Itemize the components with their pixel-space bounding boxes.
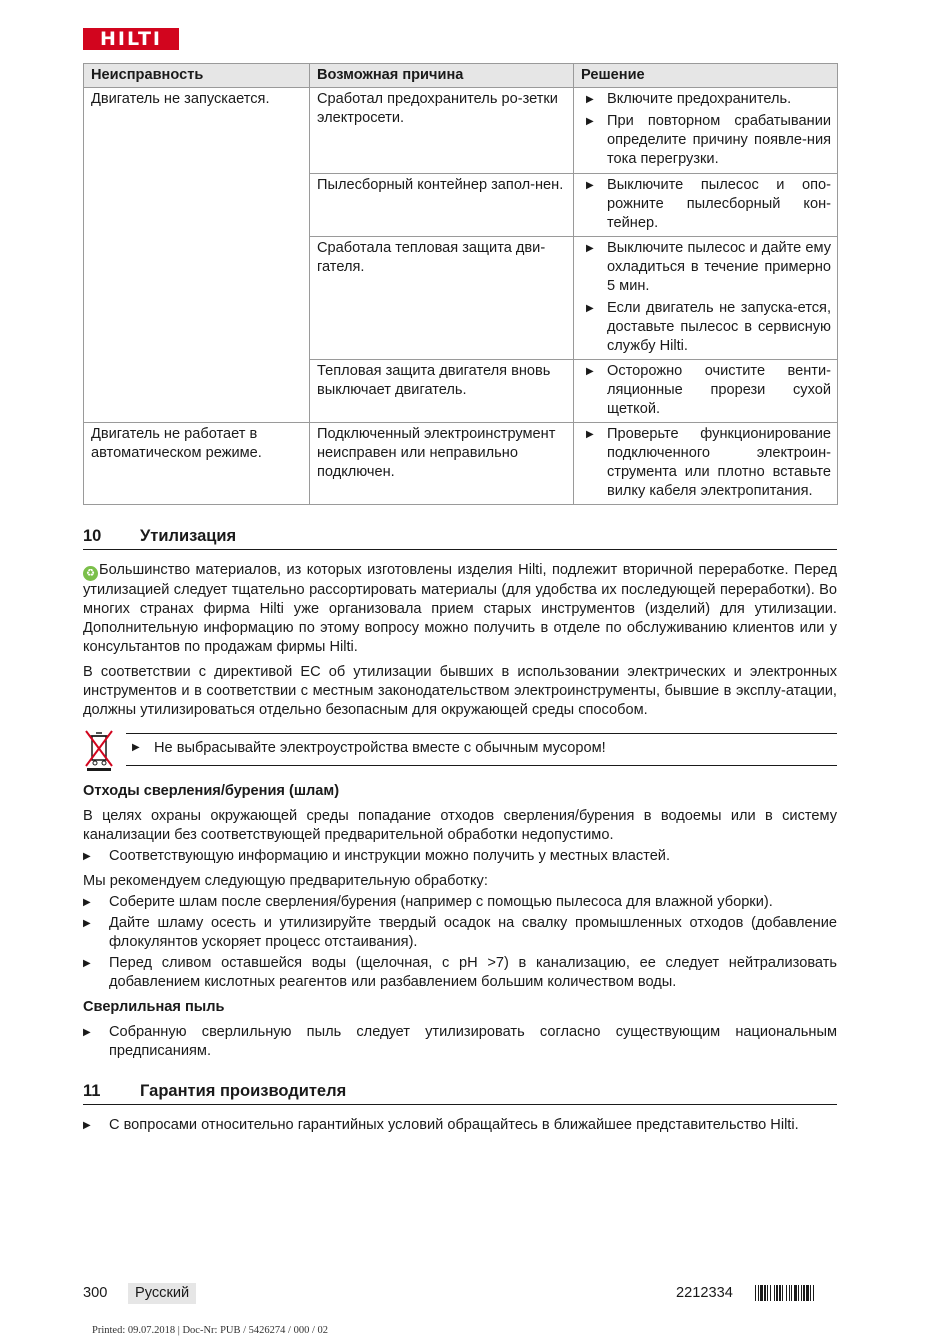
barcode-icon — [755, 1285, 837, 1301]
section-number: 11 — [83, 1082, 101, 1100]
warning-text: Не выбрасывайте электроустройства вместе с обычным мусором! — [154, 740, 606, 756]
list-item: ▶ Осторожно очистите венти-ляционные прорези сухой щеткой. — [586, 363, 831, 417]
fault-cell: Двигатель не работает в автоматическом режиме. — [84, 423, 310, 505]
recycle-icon: ♻ — [83, 566, 98, 581]
cause-cell: Тепловая защита двигателя вновь выключает двигатель. — [310, 360, 574, 423]
bullet-triangle-icon: ▶ — [586, 94, 594, 105]
table-header-row — [84, 64, 838, 88]
bullet-triangle-icon: ▶ — [83, 897, 91, 908]
paragraph: В соответствии с директивой ЕС об утилизации бывших в использовании электрических и электронных инструментов и в соответствии с местным законодательством электроинструменты, бывшие в эксплу-атации, должны утилизироваться отдельно безопасным для окружающей среды способом. — [83, 664, 837, 718]
language-label: Русский — [128, 1283, 196, 1304]
header-cause: Возможная причина — [310, 64, 574, 88]
bullet-triangle-icon: ▶ — [83, 958, 91, 969]
list-item: ▶ Дайте шламу осесть и утилизируйте твердый осадок на свалку промышленных отходов (добавление флокулянтов ускоряет процесс отстаивания). — [83, 915, 837, 950]
bullet-triangle-icon: ▶ — [83, 851, 91, 862]
section-heading — [83, 527, 837, 550]
solution-cell — [574, 88, 838, 174]
solution-cell — [574, 174, 838, 237]
bullet-triangle-icon: ▶ — [586, 116, 594, 127]
section-heading — [83, 1082, 837, 1105]
document-number: 2212334 — [676, 1285, 733, 1301]
paragraph: В целях охраны окружающей среды попадание отходов сверления/бурения в водоемы или в систему канализации без соответствующей предварительной обработки недопустимо. — [83, 808, 837, 843]
solution-cell — [574, 423, 838, 505]
solution-cell — [574, 237, 838, 360]
crossed-out-bin-icon — [83, 728, 115, 772]
list-item: ▶ С вопросами относительно гарантийных условий обращайтесь в ближайшее представительство Hilti. — [83, 1117, 799, 1133]
paragraph: Мы рекомендуем следующую предварительную обработку: — [83, 873, 488, 889]
list-item: ▶ Соответствующую информацию и инструкции можно получить у местных властей. — [83, 848, 671, 864]
list-item: ▶ Включите предохранитель. — [586, 91, 792, 107]
list-item: ▶ Выключите пылесос и дайте ему охладиться в течение примерно 5 мин. — [586, 240, 831, 294]
bullet-triangle-icon: ▶ — [586, 243, 594, 254]
cause-cell: Пылесборный контейнер запол-нен. — [310, 174, 574, 237]
solution-cell — [574, 360, 838, 423]
print-info: Printed: 09.07.2018 | Doc-Nr: PUB / 5426274 / 000 / 02 — [92, 1325, 329, 1336]
bullet-triangle-icon: ▶ — [586, 303, 594, 314]
bullet-triangle-icon: ▶ — [83, 1027, 91, 1038]
bullet-triangle-icon: ▶ — [132, 742, 140, 753]
subheading: Отходы сверления/бурения (шлам) — [83, 783, 340, 799]
list-item: ▶ Собранную сверлильную пыль следует утилизировать согласно существующим национальным предписаниям. — [83, 1024, 837, 1059]
troubleshooting-table — [83, 63, 838, 505]
list-item: ▶ Соберите шлам после сверления/бурения (например с помощью пылесоса для влажной уборки). — [83, 894, 773, 910]
fault-cell: Двигатель не запускается. — [84, 88, 310, 423]
cause-cell: Подключенный электроинструмент неисправен или неправильно подключен. — [310, 423, 574, 505]
list-item: ▶ Проверьте функционирование подключенного электроин-струмента или плотно вставьте вилку кабеля электропитания. — [586, 426, 831, 499]
warning-box — [83, 728, 837, 772]
list-item: ▶ При повторном срабатывании определите причину появле-ния тока перегрузки. — [586, 113, 831, 167]
bullet-triangle-icon: ▶ — [83, 918, 91, 929]
list-item: ▶ Если двигатель не запуска-ется, доставьте пылесос в сервисную службу Hilti. — [586, 300, 831, 354]
subheading: Сверлильная пыль — [83, 999, 225, 1015]
table-row — [84, 423, 838, 505]
warranty-text — [83, 1116, 837, 1137]
section-title: Утилизация — [140, 527, 237, 545]
bullet-triangle-icon: ▶ — [586, 366, 594, 377]
paragraph: ♻ Большинство материалов, из которых изготовлены изделия Hilti, подлежит вторичной переработке. Перед утилизацией следует тщательно рассортировать материалы (для удобства их последующей переработки). Во многих странах фирма Hilti уже организовала прием старых инструментов (изделий) для утилизации. Дополнительную информацию по этому вопросу можно получить в отделе по обслуживанию клиентов или у консультантов по продажам фирмы Hilti. — [83, 562, 837, 655]
sludge-section — [83, 782, 837, 1063]
hilti-logo: HILTI — [83, 28, 179, 50]
warning-line — [126, 733, 837, 766]
list-item: ▶ Выключите пылесос и опо-рожните пылесборный кон-тейнер. — [586, 177, 831, 231]
bullet-triangle-icon: ▶ — [586, 180, 594, 191]
disposal-text — [83, 561, 837, 726]
header-solution: Решение — [574, 64, 838, 88]
section-title: Гарантия производителя — [140, 1082, 347, 1100]
section-number: 10 — [83, 527, 102, 545]
bullet-triangle-icon: ▶ — [83, 1120, 91, 1131]
page-number: 300 — [83, 1285, 108, 1301]
table-row — [84, 88, 838, 174]
page-footer — [83, 1283, 837, 1305]
bullet-triangle-icon: ▶ — [586, 429, 594, 440]
cause-cell: Сработал предохранитель ро-зетки электросети. — [310, 88, 574, 174]
cause-cell: Сработала тепловая защита дви-гателя. — [310, 237, 574, 360]
list-item: ▶ Перед сливом оставшейся воды (щелочная, с pH >7) в канализацию, ее следует нейтрализовать добавлением кислотных реагентов или разбавлением большим количеством воды. — [83, 955, 837, 990]
header-fault: Неисправность — [84, 64, 310, 88]
